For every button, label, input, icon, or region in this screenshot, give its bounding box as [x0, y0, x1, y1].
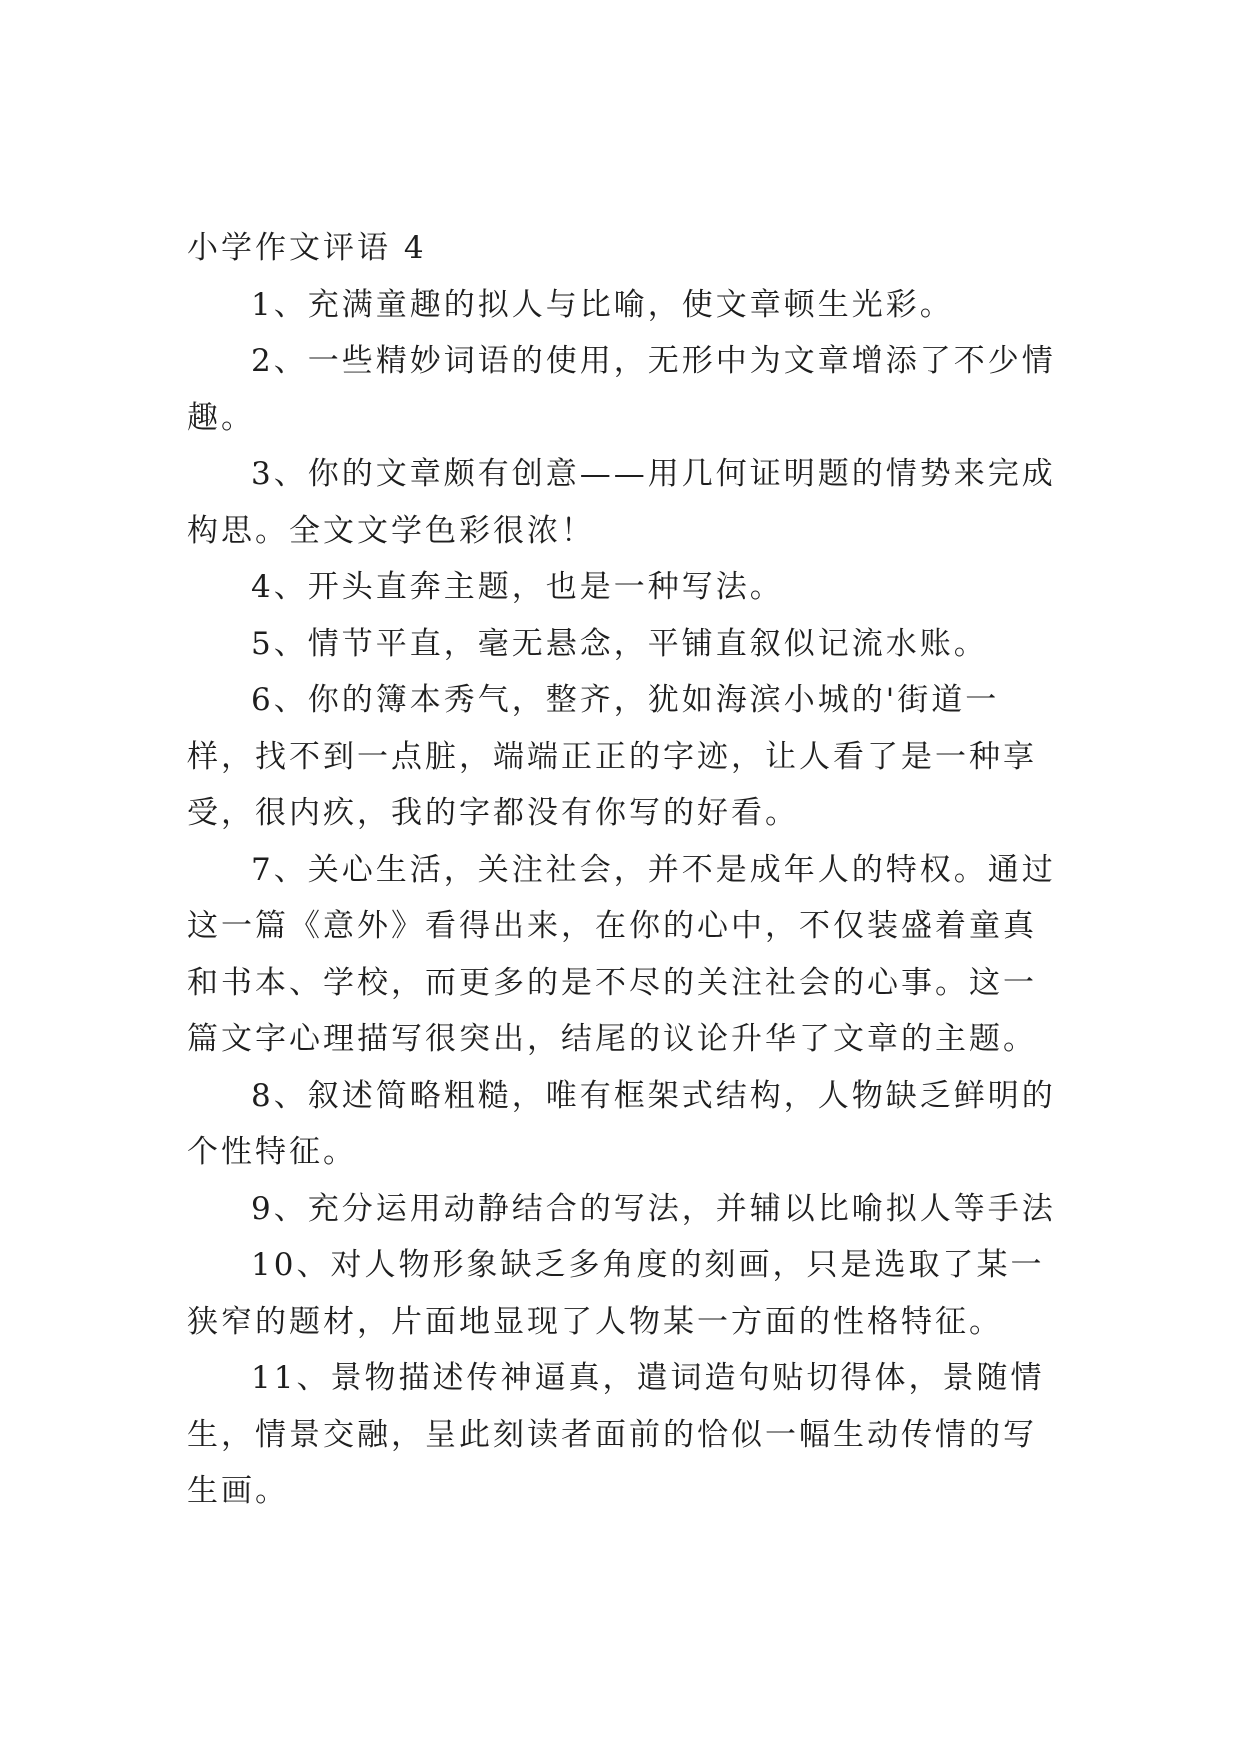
comment-item-10: 10、对人物形象缺乏多角度的刻画，只是选取了某一狭窄的题材，片面地显现了人物某一方面的性格特征。 — [187, 1247, 1045, 1340]
comment-item-6: 6、你的簿本秀气，整齐，犹如海滨小城的'街道一样，找不到一点脏，端端正正的字迹，让人看了是一种享受，很内疚，我的字都没有你写的好看。 — [187, 682, 1037, 831]
comment-item-9: 9、充分运用动静结合的写法，并辅以比喻拟人等手法 — [251, 1190, 1056, 1227]
comment-item-3: 3、你的文章颇有创意——用几何证明题的情势来完成构思。全文文学色彩很浓！ — [187, 456, 1056, 549]
comment-item-5: 5、情节平直，毫无悬念，平铺直叙似记流水账。 — [251, 625, 988, 662]
comment-item-7: 7、关心生活，关注社会，并不是成年人的特权。通过这一篇《意外》看得出来，在你的心中，不仅装盛着童真和书本、学校，而更多的是不尽的关注社会的心事。这一篇文字心理描写很突出，结尾的议论升华了文章的主题。 — [187, 851, 1056, 1057]
comment-item-1: 1、充满童趣的拟人与比喻，使文章顿生光彩。 — [251, 286, 954, 323]
comment-item-11: 11、景物描述传神逼真，遣词造句贴切得体，景随情生，情景交融，呈此刻读者面前的恰似一幅生动传情的写生画。 — [187, 1360, 1045, 1509]
comment-item-2: 2、一些精妙词语的使用，无形中为文章增添了不少情趣。 — [187, 343, 1056, 436]
document-title: 小学作文评语 4 — [187, 230, 427, 266]
comment-item-8: 8、叙述简略粗糙，唯有框架式结构，人物缺乏鲜明的个性特征。 — [187, 1077, 1056, 1170]
document-body — [187, 220, 1067, 1520]
comment-item-4: 4、开头直奔主题，也是一种写法。 — [251, 569, 784, 605]
